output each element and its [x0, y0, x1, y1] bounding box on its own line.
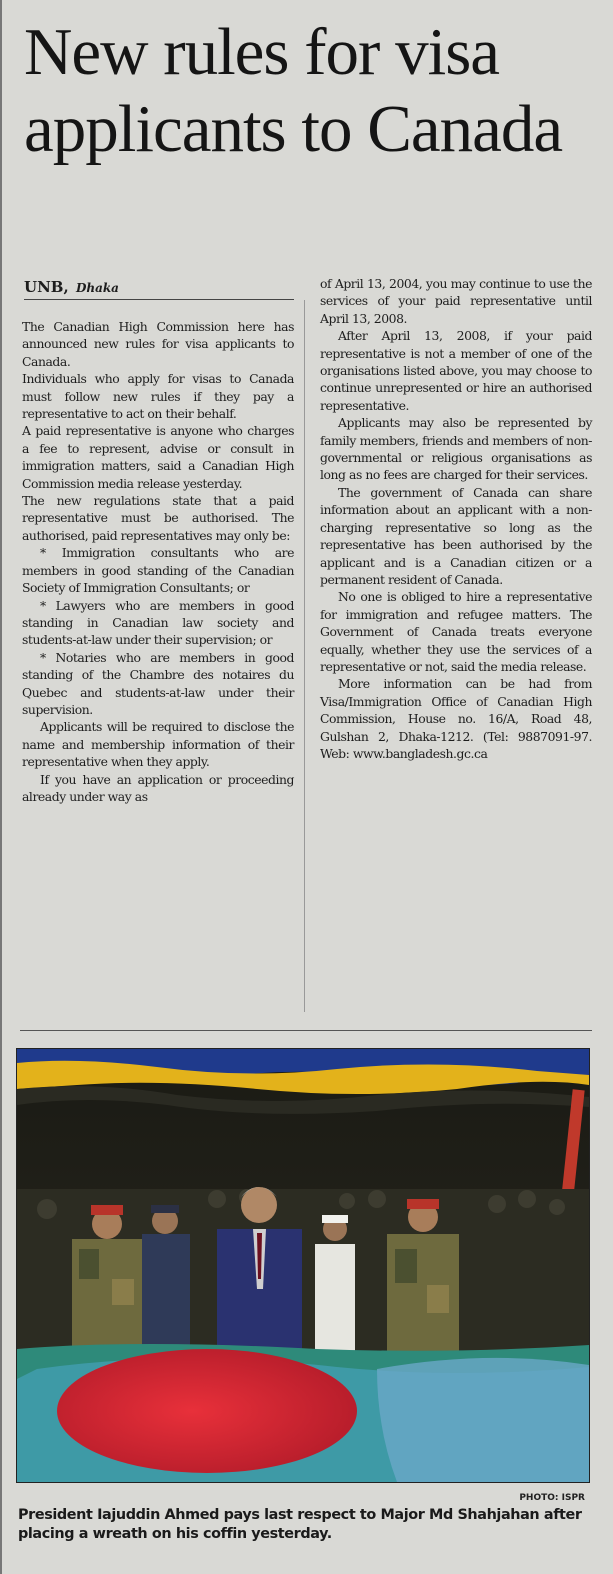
column-divider [304, 300, 305, 1012]
headline: New rules for visa applicants to Canada [24, 15, 563, 166]
article-column-right [320, 275, 592, 762]
article-paragraph: The government of Canada can share information about an applicant with a non-charging representative so long as the representative has been authorised by the applicant and is a Canadian citizen or a permanent resident of Canada. [320, 484, 592, 587]
article-paragraph: After April 13, 2008, if your paid representative is not a member of one of the organisations listed above, you may choose to continue unrepresented or hire an authorised representative. [320, 328, 592, 413]
article-paragraph: The Canadian High Commission here has announced new rules for visa applicants to Canada. [22, 319, 294, 369]
article-column-left [22, 318, 294, 805]
byline-agency: UNB, [24, 278, 69, 296]
byline [24, 278, 294, 300]
photo-credit: PHOTO: ISPR [519, 1493, 585, 1503]
article-paragraph: More information can be had from Visa/Immigration Office of Canadian High Commission, House no. 16/A, Road 48, Gulshan 2, Dhaka-1212. (Tel: 9887091-97. Web: www.bangladesh.gc.ca [320, 676, 592, 761]
article-paragraph: Applicants will be required to disclose the name and membership information of their representative when they apply. [22, 719, 294, 770]
article-paragraph: Individuals who apply for visas to Canada must follow new rules if they pay a representative to act on their behalf. [22, 371, 294, 422]
news-photo [16, 1048, 590, 1483]
article-bottom-rule [20, 1030, 592, 1031]
article-paragraph: The new regulations state that a paid representative must be authorised. The authorised, paid representatives may only be: [22, 493, 294, 543]
ceremony-photo-illustration [17, 1049, 589, 1482]
byline-place: Dhaka [75, 281, 119, 295]
article-paragraph: No one is obliged to hire a representative for immigration and refugee matters. The Government of Canada treats everyone equally, whether they use the services of a representative or not, said the media release. [320, 589, 592, 674]
article-paragraph: of April 13, 2004, you may continue to use the services of your paid representative until April 13, 2008. [320, 276, 592, 326]
article-paragraph: * Lawyers who are members in good standing in Canadian law society and students-at-law under their supervision; or [22, 597, 294, 648]
article-paragraph: If you have an application or proceeding already under way as [22, 771, 294, 804]
article-paragraph: * Notaries who are members in good standing of the Chambre des notaires du Quebec and students-at-law under their supervision. [22, 649, 294, 717]
article-paragraph: Applicants may also be represented by family members, friends and members of non-governmental or religious organisations as long as no fees are charged for their services. [320, 415, 592, 483]
article-paragraph: * Immigration consultants who are members in good standing of the Canadian Society of Immigration Consultants; or [22, 545, 294, 596]
photo-caption: President Iajuddin Ahmed pays last respect to Major Md Shahjahan after placing a wreath on his coffin yesterday. [18, 1507, 582, 1542]
article-paragraph: A paid representative is anyone who charges a fee to represent, advise or consult in immigration matters, said a Canadian High Commission media release yesterday. [22, 423, 294, 491]
